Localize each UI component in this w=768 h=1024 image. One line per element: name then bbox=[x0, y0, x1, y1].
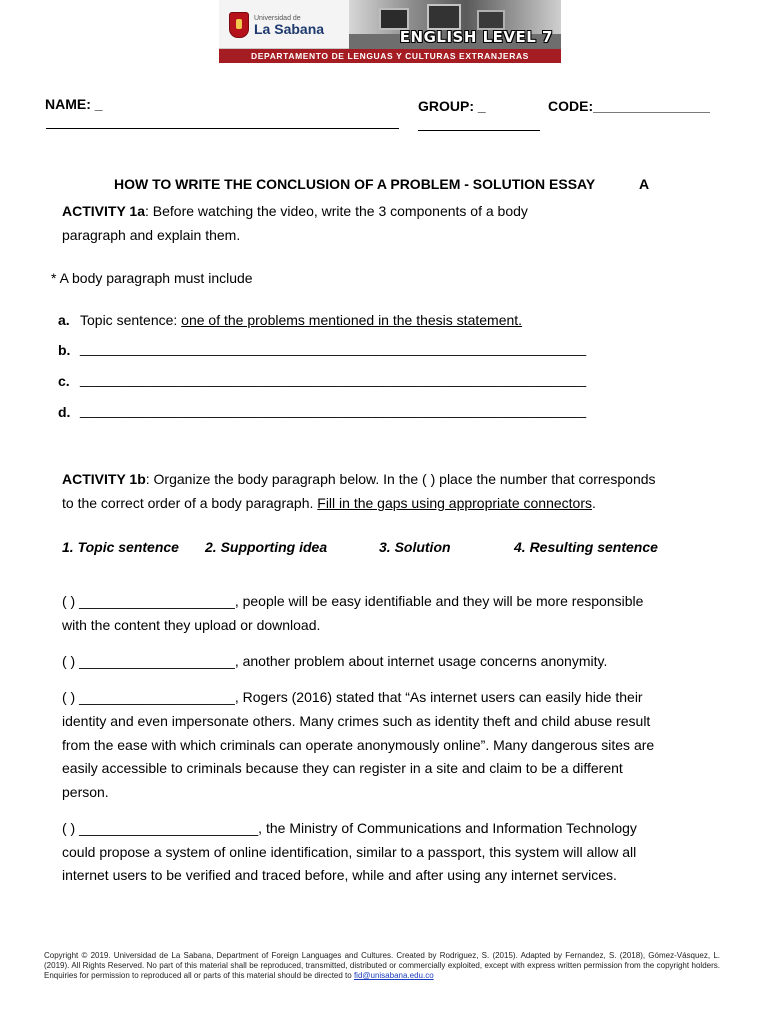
paragraph-4-line-3: internet users to be verified and traced before, while and after using any internet services. bbox=[62, 867, 617, 883]
department-bar: DEPARTAMENTO DE LENGUAS Y CULTURAS EXTRANJERAS bbox=[219, 49, 561, 63]
activity-1b-instruction: ACTIVITY 1b: Organize the body paragraph below. In the ( ) place the number that corresponds bbox=[62, 471, 656, 487]
paragraph-4-line-2: could propose a system of online identification, similar to a passport, this system will allow all bbox=[62, 844, 637, 860]
activity-1b-instruction-cont: to the correct order of a body paragraph. Fill in the gaps using appropriate connectors. bbox=[62, 495, 596, 511]
legend-solution: 3. Solution bbox=[379, 539, 451, 555]
logo-small-text: Universidad de bbox=[254, 14, 301, 22]
paragraph-4-line-1[interactable]: ( ) _______________________, the Ministry of Communications and Information Technology bbox=[62, 820, 637, 836]
logo-big-text: La Sabana bbox=[254, 20, 325, 37]
group-field[interactable] bbox=[418, 130, 540, 131]
paragraph-1-line-1[interactable]: ( ) ____________________, people will be easy identifiable and they will be more responsible bbox=[62, 593, 644, 609]
item-b-letter: b. bbox=[58, 342, 71, 358]
group-label: GROUP: _ bbox=[418, 98, 486, 114]
banner-top bbox=[219, 0, 561, 49]
name-label: NAME: _ bbox=[45, 96, 103, 112]
body-paragraph-note: * A body paragraph must include bbox=[51, 270, 253, 286]
university-logo bbox=[229, 10, 324, 40]
paragraph-3-line-1[interactable]: ( ) ____________________, Rogers (2016) stated that “As internet users can easily hide their bbox=[62, 689, 643, 705]
item-d-blank[interactable]: _________________________________________________________________ bbox=[80, 402, 587, 418]
paragraph-2-line-1[interactable]: ( ) ____________________, another problem about internet usage concerns anonymity. bbox=[62, 653, 608, 669]
item-a-letter: a. bbox=[58, 312, 70, 328]
paragraph-1-line-2: with the content they upload or download. bbox=[62, 617, 321, 633]
activity-1b-label: ACTIVITY 1b bbox=[62, 471, 146, 487]
item-a-text: Topic sentence: one of the problems mentioned in the thesis statement. bbox=[80, 312, 523, 328]
code-label: CODE:_______________ bbox=[548, 98, 710, 114]
activity-1a-label: ACTIVITY 1a bbox=[62, 203, 145, 219]
paragraph-3-line-5: person. bbox=[62, 784, 109, 800]
shield-icon bbox=[229, 12, 249, 38]
classroom-photo bbox=[349, 0, 561, 49]
item-a-answer: one of the problems mentioned in the thesis statement. bbox=[181, 312, 523, 328]
copyright-footer: Copyright © 2019. Universidad de La Sabana, Department of Foreign Languages and Cultures. Created by Rodriguez, S. (2015). Adapted by Fernandez, S. (2018), Gómez-Vásquez, L. (2019). All Rights Reserved. No part of this material shall be reproduced, transmitted, distributed or commercially exploited, except with express written permission from the copyright holders. Enquiries for permission to reproduced all or parts of this material should be directed to fid@unisabana.edu.co bbox=[44, 951, 720, 981]
legend-supporting-idea: 2. Supporting idea bbox=[205, 539, 328, 555]
activity-1a-instruction: ACTIVITY 1a: Before watching the video, write the 3 components of a body bbox=[62, 203, 528, 219]
paragraph-3-line-4: easily accessible to criminals because they can register in a site and claim to be a different bbox=[62, 760, 623, 776]
legend-resulting-sentence: 4. Resulting sentence bbox=[514, 539, 658, 555]
name-field[interactable] bbox=[46, 128, 399, 129]
header-banner bbox=[219, 0, 561, 63]
item-d-letter: d. bbox=[58, 404, 71, 420]
page-title: HOW TO WRITE THE CONCLUSION OF A PROBLEM - SOLUTION ESSAY bbox=[114, 176, 596, 192]
contact-email-link[interactable]: fid@unisabana.edu.co bbox=[353, 971, 434, 981]
item-c-letter: c. bbox=[58, 373, 70, 389]
paragraph-3-line-2: identity and even impersonate others. Many crimes such as identity theft and child abuse result bbox=[62, 713, 651, 729]
activity-1a-instruction-cont: paragraph and explain them. bbox=[62, 227, 241, 243]
legend-topic-sentence: 1. Topic sentence bbox=[62, 539, 179, 555]
version-letter: A bbox=[639, 176, 650, 192]
item-b-blank[interactable]: _________________________________________________________________ bbox=[80, 340, 587, 356]
item-c-blank[interactable]: _________________________________________________________________ bbox=[80, 371, 587, 387]
paragraph-3-line-3: from the ease with which criminals can operate anonymously online”. Many dangerous sites are bbox=[62, 737, 655, 753]
english-level-title: ENGLISH LEVEL 7 bbox=[399, 28, 553, 46]
